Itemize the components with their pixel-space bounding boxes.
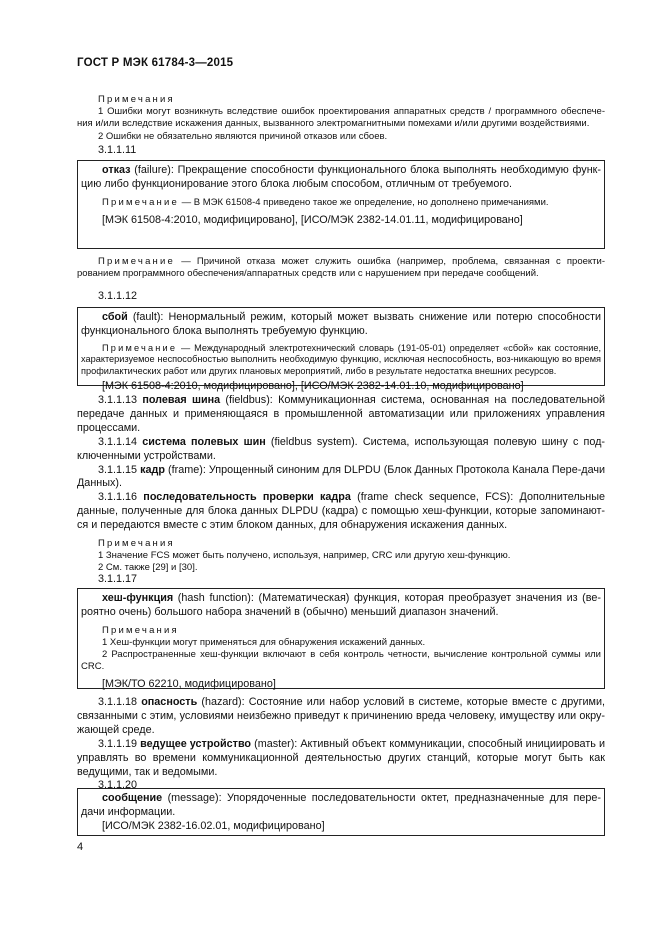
definition [77, 394, 605, 436]
definitions-group [77, 696, 605, 793]
note-text: — Причиной отказа может служить ошибка (например, проблема, связанная с проекти-рованием программного обеспечения/аппаратных средств или с нарушением при передаче сообщений. [77, 256, 605, 280]
term: опасность [141, 696, 198, 708]
definition-box-message [77, 788, 605, 836]
term: система полевых шин [142, 435, 266, 448]
section-number-text: 3.1.1.17 [98, 573, 138, 585]
definition [81, 311, 601, 339]
section-number [77, 290, 605, 304]
definition-text: (hazard): Состояние или набор условий в системе, которые вместе с другими, связанными с этим, условиями неизбежно приведут к причинению вреда человеку, имуществу или окру-жающей среде. [77, 696, 606, 736]
definition-text: (hash function): (Математическая) функция, которая преобразует значения из (ве-роятно очень) большого набора значений в (обычно) меньший диапазон значений. [81, 592, 601, 618]
reference: [МЭК 61508-4:2010, модифицировано], [ИСО/МЭК 2382-14.01.11, модифицировано] [102, 214, 523, 227]
note-item: 2 Ошибки не обязательно являются причиной отказов или сбоев. [98, 130, 388, 142]
definition [77, 738, 605, 780]
definition-text: (fault): Ненормальный режим, который может вызвать снижение или потерю способности функционального блока выполнять требуемую функцию. [81, 311, 601, 337]
reference: [МЭК 61508-4:2010, модифицировано], [ИСО/МЭК 2382-14.01.10, модифицировано] [102, 379, 524, 392]
note-item: 1 Ошибки могут возникнуть вследствие ошибок проектирования аппаратных средств / программного обеспече-ния и/или вследствие искажения данных, вызванного электромагнитными помехами и/или другими воздействиями. [77, 106, 605, 130]
definition-text: (message): Упорядоченные последовательности октет, предназначенные для пере-дачи информации. [81, 792, 601, 818]
reference: [МЭК/ТО 62210, модифицировано] [102, 677, 276, 690]
definition-box-failure [77, 160, 605, 249]
definition [81, 792, 601, 820]
definition-text: (frame): Упрощенный синоним для DLPDU (Блок Данных Протокола Канала Пере-дачи Данных). [77, 463, 606, 490]
section-number-text: 3.1.1.16 [98, 491, 138, 504]
definitions-group [77, 394, 605, 575]
note-item: 2 Распространенные хеш-функции включают в себя контроль четности, вычисление контрольной суммы или CRC. [81, 649, 601, 673]
notes-title: Примечания [102, 624, 179, 636]
term: кадр [140, 463, 165, 476]
definition [81, 592, 601, 620]
document-header: ГОСТ Р МЭК 61784-3—2015 [77, 57, 234, 69]
after-note [77, 256, 605, 280]
note-item: 1 Хеш-функции могут применяться для обнаружения искажений данных. [102, 637, 426, 649]
box-note [81, 197, 601, 209]
definition [77, 696, 605, 738]
section-number-text: 3.1.1.12 [98, 290, 138, 302]
note-text: — В МЭК 61508-4 приведено такое же определение, но дополнено примечаниями. [179, 196, 549, 208]
definition [81, 164, 601, 192]
notes-title: Примечания [98, 94, 175, 105]
note-item: 2 См. также [29] и [30]. [98, 562, 198, 574]
term: полевая шина [142, 394, 221, 406]
note-item: 1 Значение FCS может быть получено, используя, например, CRC или другую хеш-функцию. [98, 550, 511, 562]
section-number-text: 3.1.1.13 [98, 394, 138, 406]
term: ведущее устройство [140, 737, 252, 750]
section-number-text: 3.1.1.14 [98, 435, 138, 448]
note-label: Примечание [102, 342, 178, 353]
notes-title: Примечания [98, 538, 175, 550]
box-note [81, 343, 601, 378]
section-number [77, 573, 605, 587]
definition-box-hash-function [77, 588, 605, 689]
section-number-text: 3.1.1.18 [98, 696, 138, 708]
note-text: — Международный электротехнический словарь (191-05-01) определяет «сбой» как состояние, характеризуемое неспособностью выполнить необходимую функцию, исключая неспособность, воз-никающую во время профилактических работ или других плановых мероприятий, либо в результате недостатка внешних ресурсов. [81, 342, 601, 376]
definition-text: (fieldbus): Коммуникационная система, основанная на последовательной передаче данных и применяющаяся в промышленной автоматизации или приложениях управления процессами. [77, 394, 606, 434]
term: хеш-функция [102, 592, 174, 604]
note-label: Примечание [102, 196, 179, 208]
definition-text: (frame check sequence, FCS): Дополнительные данные, полученные для блока данных DLPDU (кадра) с помощью хеш-функции, которые запоминают-ся и передаются вместе с этим блоком данных, для обнаружения искажения данных. [77, 491, 605, 532]
definition-text: (failure): Прекращение способности функционального блока выполнять необходимую функ-цию либо функционирование этого блока любым способом, отличным от требуемого. [81, 164, 601, 190]
definition-text: (master): Активный объект коммуникации, способный инициировать и управлять во времени коммуникационной деятельностью других станций, которые могут быть как ведущими, так и ведомыми. [77, 737, 605, 778]
notes-top [77, 94, 605, 143]
definition [77, 464, 605, 492]
term: сообщение [102, 792, 163, 804]
section-number-text: 3.1.1.19 [98, 737, 138, 750]
definition-text: (fieldbus system). Система, использующая полевую шину с под-ключенными устройствами. [77, 435, 606, 462]
section-number-text: 3.1.1.20 [98, 779, 138, 792]
note-label: Примечание [98, 256, 175, 267]
section-number-text: 3.1.1.15 [98, 463, 138, 476]
section-number [77, 144, 605, 158]
term: сбой [102, 311, 128, 323]
definition [77, 436, 605, 464]
definition-box-fault [77, 307, 605, 392]
term: отказ [102, 164, 131, 176]
term: последовательность проверки кадра [143, 491, 351, 504]
definition [77, 491, 605, 533]
note-paragraph [77, 256, 605, 280]
section-number-text: 3.1.1.11 [98, 144, 137, 156]
page-number: 4 [77, 841, 84, 853]
reference: [ИСО/МЭК 2382-16.02.01, модифицировано] [102, 819, 325, 832]
